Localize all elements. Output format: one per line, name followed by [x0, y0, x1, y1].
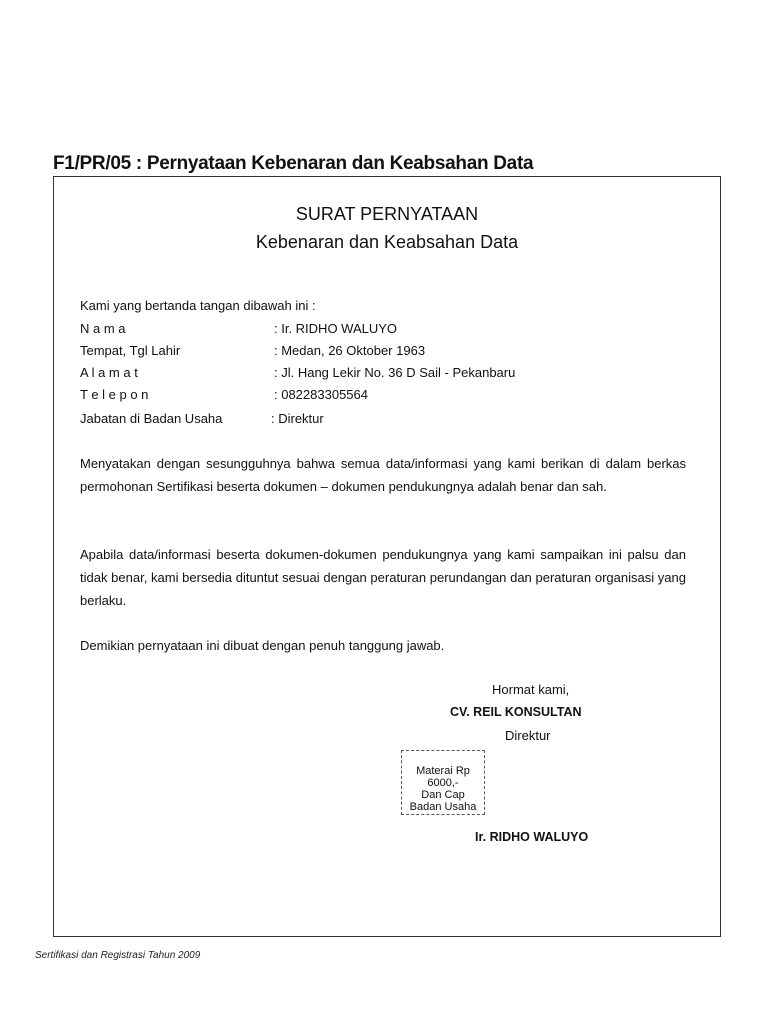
field-label-position: Jabatan di Badan Usaha — [80, 411, 223, 426]
field-label-phone: T e l e p o n — [80, 387, 149, 402]
stamp-line: Materai Rp — [416, 765, 470, 777]
closing-salutation: Hormat kami, — [492, 682, 570, 697]
page-footer: Sertifikasi dan Registrasi Tahun 2009 — [35, 950, 201, 961]
stamp-line: Dan Cap — [421, 789, 465, 801]
document-title: SURAT PERNYATAAN — [295, 204, 479, 224]
statement-paragraph: Menyatakan dengan sesungguhnya bahwa semua data/informasi yang kami berikan di dalam berkas permohonan Sertifikasi beserta dokumen – dokumen pendukungnya adalah benar dan sah. — [80, 456, 686, 494]
field-label-nama: N a m a — [80, 321, 126, 336]
intro-text: Kami yang bertanda tangan dibawah ini : — [80, 298, 316, 313]
field-value-phone: : 082283305564 — [274, 387, 368, 402]
signer-position: Direktur — [505, 728, 551, 743]
stamp-line: Badan Usaha — [409, 801, 477, 813]
field-label-address: A l a m a t — [80, 365, 138, 380]
liability-paragraph: Apabila data/informasi beserta dokumen-dokumen pendukungnya yang kami sampaikan ini palsu dan tidak benar, kami bersedia dituntut sesuai dengan peraturan perundangan dan peraturan organisasi yang berlaku. — [80, 547, 686, 608]
field-value-address: : Jl. Hang Lekir No. 36 D Sail - Pekanbaru — [274, 365, 516, 380]
document-subtitle: Kebenaran dan Keabsahan Data — [255, 232, 519, 252]
stamp-placeholder — [401, 750, 485, 815]
stamp-line: 6000,- — [427, 777, 459, 789]
field-value-nama: : Ir. RIDHO WALUYO — [274, 321, 398, 336]
form-title: F1/PR/05 : Pernyataan Kebenaran dan Keabsahan Data — [53, 153, 534, 174]
company-name: CV. REIL KONSULTAN — [450, 705, 582, 719]
field-label-birth: Tempat, Tgl Lahir — [80, 343, 181, 358]
signer-name: Ir. RIDHO WALUYO — [475, 830, 589, 844]
closing-paragraph: Demikian pernyataan ini dibuat dengan penuh tanggung jawab. — [80, 638, 445, 653]
field-value-position: : Direktur — [271, 411, 324, 426]
field-value-birth: : Medan, 26 Oktober 1963 — [274, 343, 426, 358]
